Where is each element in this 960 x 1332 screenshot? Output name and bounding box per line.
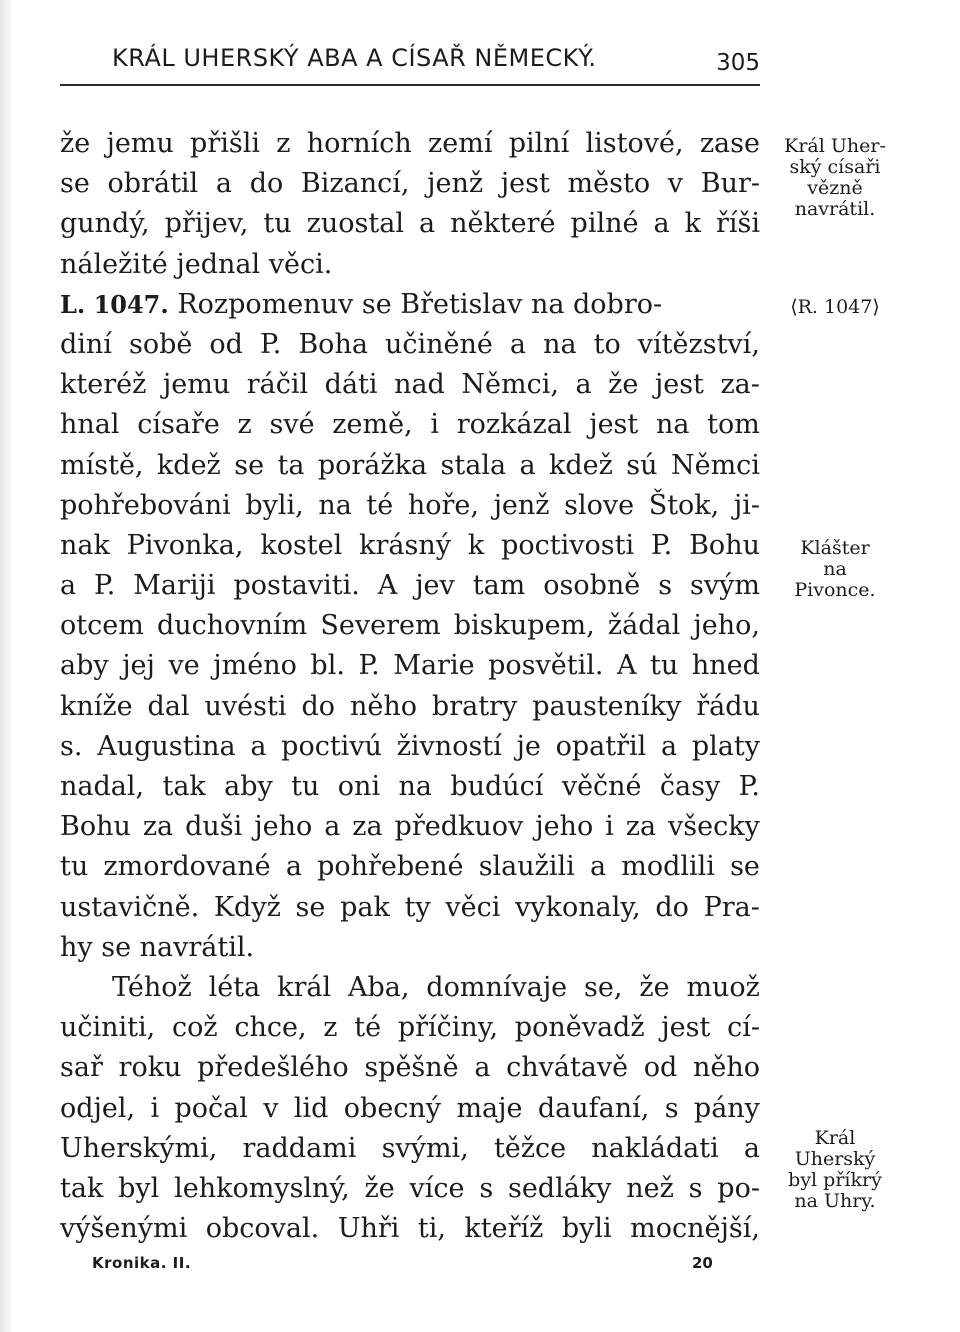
year-label: L. 1047. [60, 289, 169, 319]
text-line: sař roku předešlého spěšně a chvátavě od něho [60, 1052, 760, 1084]
text-line-paragraph-start: Téhož léta král Aba, domnívaje se, že muož [112, 971, 760, 1003]
margin-note-year: ⟨R. 1047⟩ [790, 296, 880, 318]
text-line: místě, kdež se ta porážka stala a kdež sú Němci [60, 449, 760, 481]
text-line: Bohu za duši jeho a za předkuov jeho i za všecky [60, 811, 760, 843]
text-line: diní sobě od P. Boha učiněné a na to vítězství, [60, 328, 760, 360]
text-line: pohřebováni byli, na té hoře, jenž slove Štok, ji- [60, 489, 760, 521]
text-line: nadal, tak aby tu oni na budúcí věčné časy P. [60, 771, 760, 802]
text-line: tak byl lehkomyslný, že více s sedláky než s po- [60, 1172, 760, 1204]
text-line: se obrátil a do Bizancí, jenž jest město v Bur- [60, 168, 760, 200]
running-title: KRÁL UHERSKÝ ABA A CÍSAŘ NĚMECKÝ. [112, 44, 597, 72]
margin-note-king-harsh: Král Uherský byl příkrý na Uhry. [788, 1127, 882, 1212]
footer-signature: Kronika. II. [92, 1254, 192, 1272]
text-line: tu zmordované a pohřebené slaužili a modlili se [60, 851, 760, 883]
margin-note-monastery: Klášter na Pivonce. [794, 537, 876, 601]
margin-note-return-prisoners: Král Uher- ský císaři vězně navrátil. [784, 135, 886, 220]
text-line: učiniti, což chce, z té příčiny, poněvadž jest cí- [60, 1012, 760, 1044]
text-line: že jemu přišli z horních zemí pilní listové, zase [60, 128, 760, 159]
text-line: kníže dal uvésti do něho bratry pausteníky řádu [60, 690, 760, 722]
text-line: s. Augustina a poctivú živností je opatřil a platy [60, 730, 760, 762]
running-header [60, 40, 760, 86]
footer-sheet-number: 20 [692, 1254, 713, 1272]
text-line: náležité jednal věci. [60, 248, 333, 280]
text-line: otcem duchovním Severem biskupem, žádal jeho, [60, 610, 760, 642]
text-line: Uherskými, raddami svými, těžce nakládati a [60, 1132, 760, 1164]
text-line: aby jej ve jméno bl. P. Marie posvětil. A tu hned [60, 650, 760, 682]
text-line: hy se navrátil. [60, 931, 255, 963]
text-line: odjel, i počal v lid obecný maje daufaní, s pány [60, 1092, 760, 1124]
text-line: a P. Mariji postaviti. A jev tam osobně s svým [60, 570, 760, 602]
text-line: nak Pivonka, kostel krásný k poctivosti P. Bohu [60, 529, 760, 561]
text-line: gundý, přijev, tu zuostal a některé pilné a k říši [60, 208, 760, 240]
text-line: výšenými obcoval. Uhři ti, kteříž byli mocnější, [60, 1213, 760, 1245]
text-line: ustavičně. Když se pak ty věci vykonaly, do Pra- [60, 891, 760, 923]
text-line: kteréž jemu ráčil dáti nad Němci, a že jest za- [60, 369, 760, 401]
page-number: 305 [716, 50, 760, 76]
scan-edge-shadow [0, 0, 14, 1332]
main-text [60, 124, 760, 1249]
text-line: hnal císaře z své země, i rozkázal jest na tom [60, 409, 760, 441]
text-line-year: L. 1047. Rozpomenuv se Břetislav na dobro- [60, 288, 663, 320]
